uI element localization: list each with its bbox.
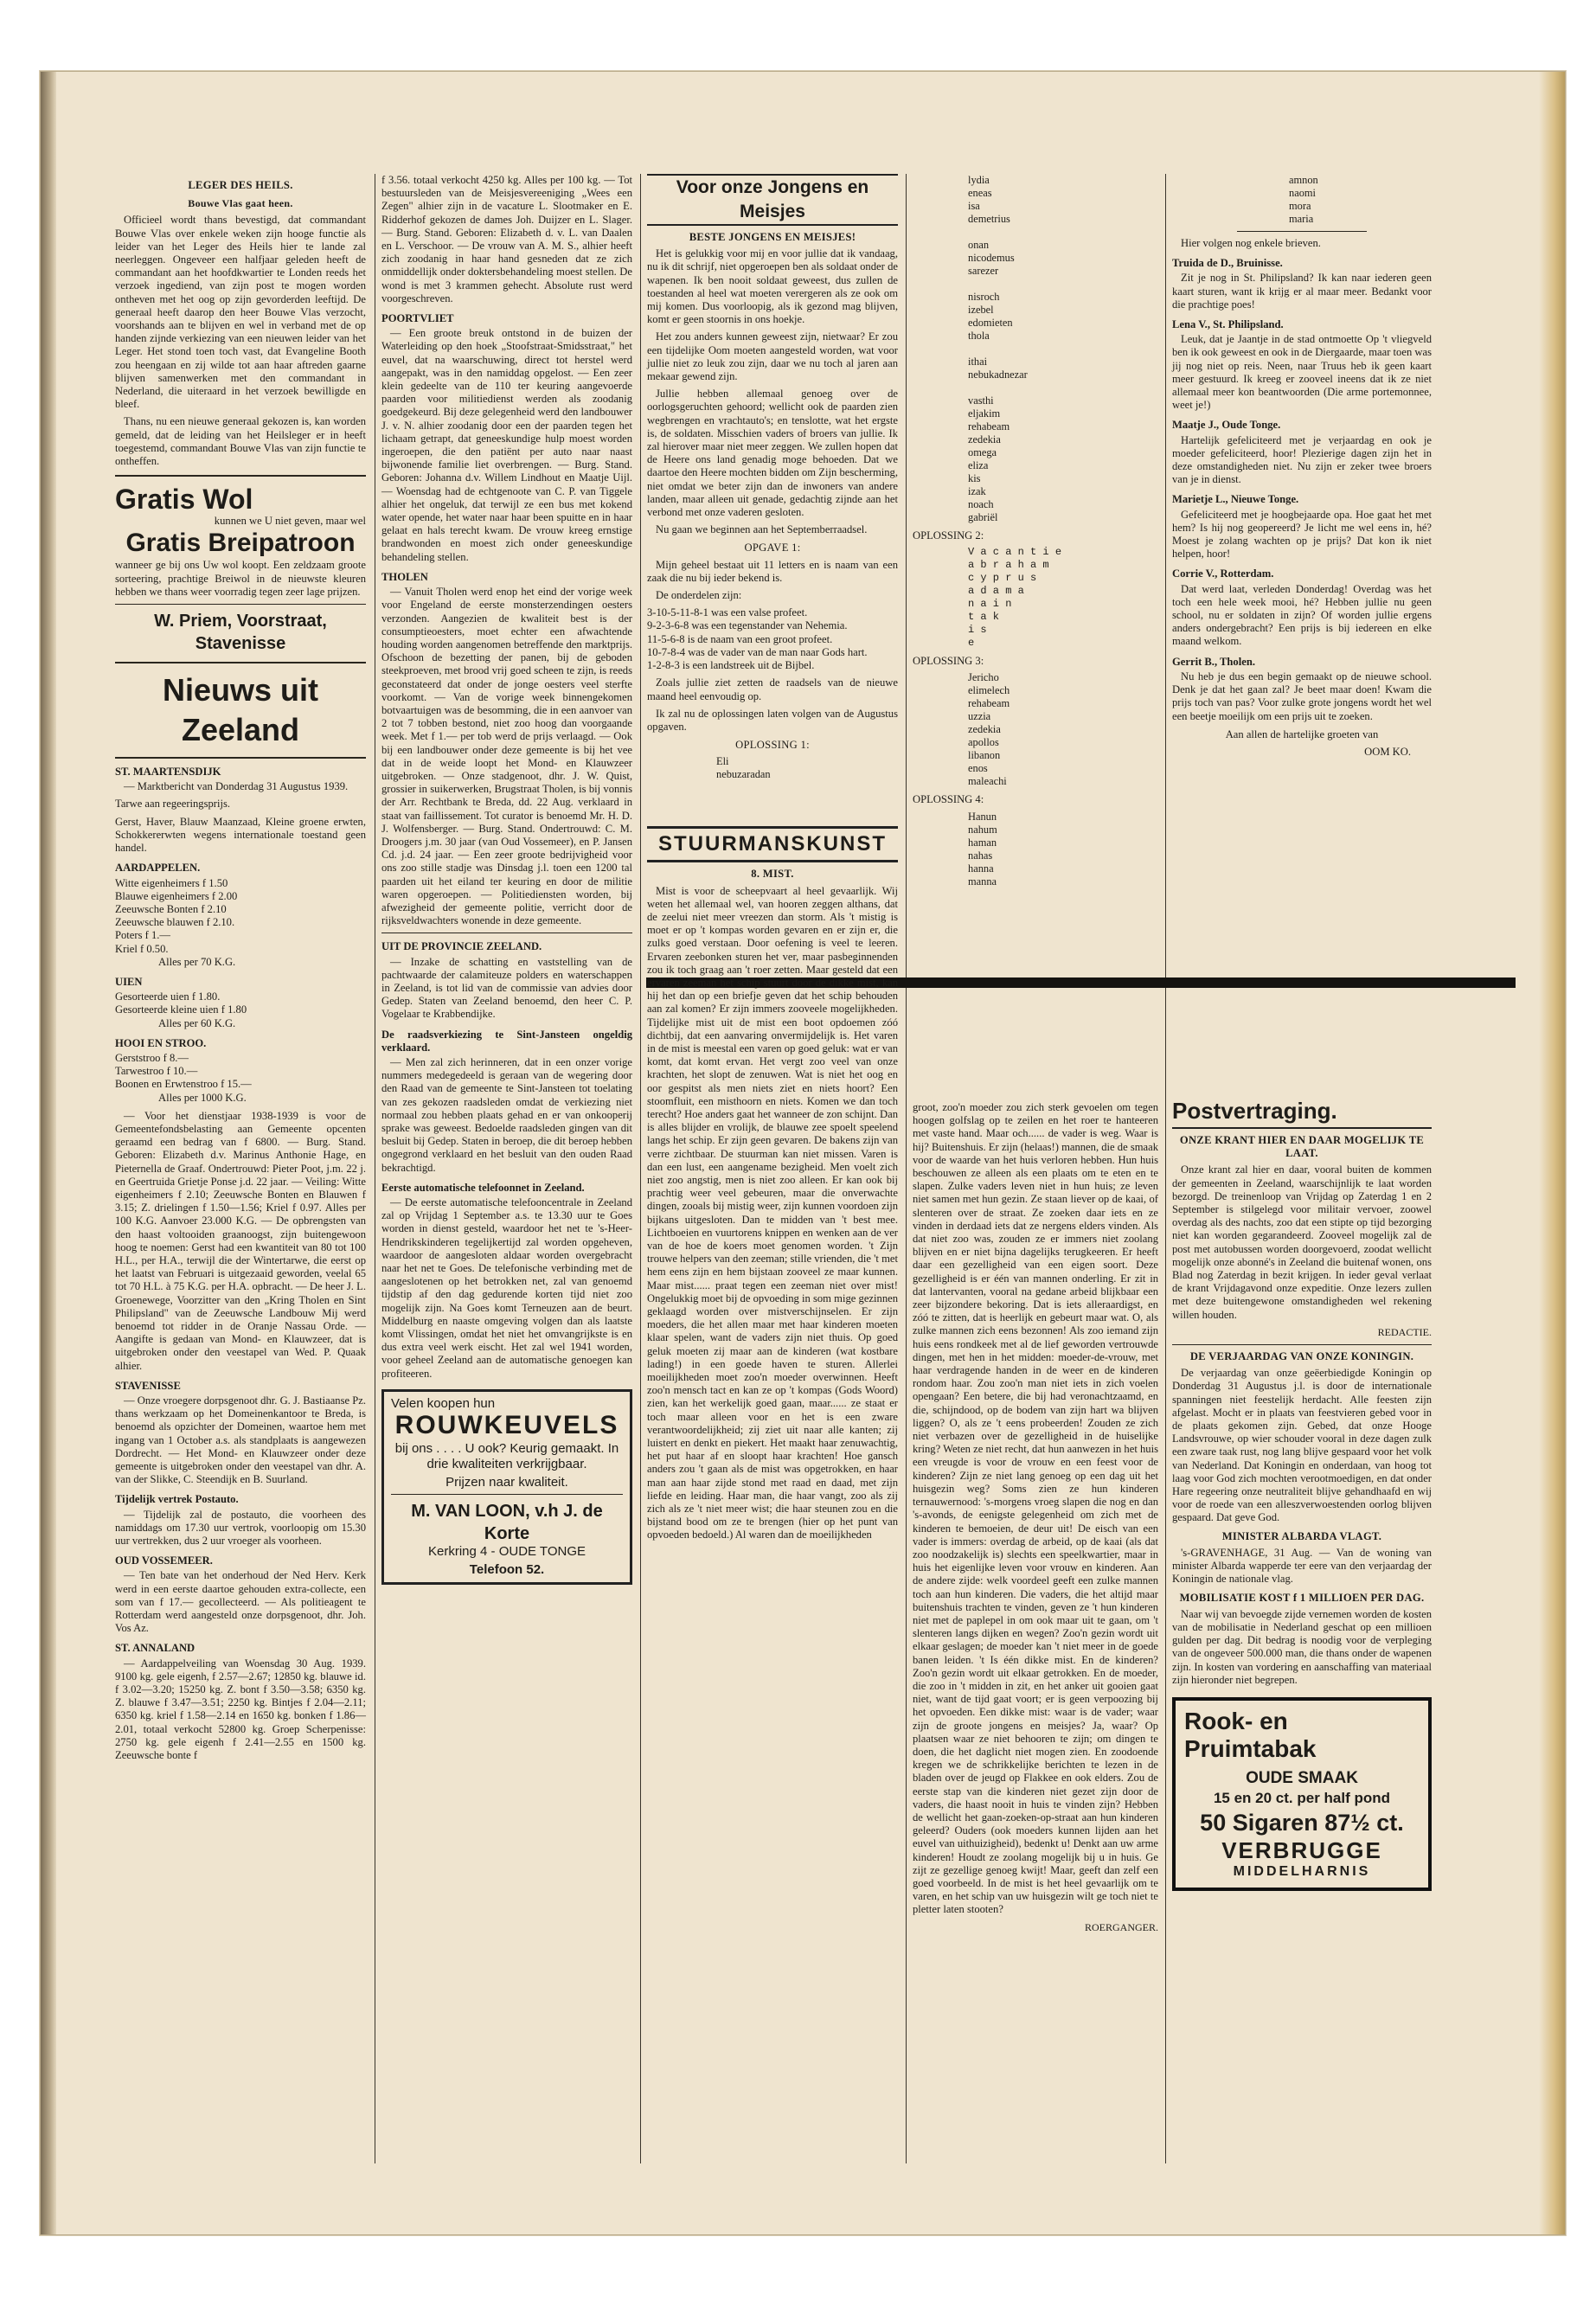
article-text: Het is gelukkig voor mij en voor jullie dat ik vandaag, nu ik dit schrijf, niet opgeroepen ben als soldaat onder de wapenen. Ik ben nooit soldaat geweest, dus zullen de toestanden al heel wat moeten verergeren als ze ook om mij komen. Dus voorloopig, als ik gezond mag blijven, komt er geen stoornis in ons hoekje. [647, 247, 898, 326]
price-line: Kriel f 0.50. [115, 942, 169, 955]
article-text: Officieel wordt thans bevestigd, dat commandant Bouwe Vlas over enkele weken zijn hooge functie als leider van het Leger des Heils hier te lande zal neerleggen. Ongeveer een halfjaar geleden heeft de commandant aan het hoofdkwartier te Londen reeds het verzoek ingediend, van zijn post te mogen worden ontheven met het oog op zijn gevorderden leeftijd. De generaal heeft daarop den heer Bouwe Vlas verzocht, voorshands aan te blijven en wel in verband met de op handen zijnde verkiezing van een nieuwen leider van het Leger. Het stond toen toch vast, dat Evangeline Booth zou heengaan en zij wilde tot aan haar aftreden gaarne blijven samenwerken met den commandant in Nederland, die uiteraard in het verzoek bewilligde en bleef. [115, 214, 366, 411]
ad-text: bij ons . . . . U ook? Keurig gemaakt. In drie kwaliteiten verkrijgbaar. [394, 1441, 619, 1472]
article-subheading: ONZE KRANT HIER EN DAAR MOGELIJK TE LAAT. [1179, 1134, 1425, 1160]
solution-heading: OPLOSSING 4: [913, 793, 984, 806]
page-edge [1539, 72, 1565, 2234]
divider [1172, 1344, 1432, 1345]
solution-line: eljakim [968, 407, 1001, 420]
letter-name: Marietje L., Nieuwe Tonge. [1172, 493, 1299, 506]
solution-line: eliza [968, 459, 989, 471]
article-text: Ik zal nu de oplossingen laten volgen van de Augustus opgaven. [647, 707, 898, 733]
divider [115, 604, 366, 605]
puzzle-line: 1-2-8-3 is een landstreek uit de Bijbel. [647, 659, 815, 672]
place-heading: ST. ANNALAND [115, 1642, 195, 1655]
solution-line: apollos [968, 736, 999, 749]
solution-line: e [968, 637, 975, 650]
article-text: Onze krant zal hier en daar, vooral buiten de kommen der gemeenten in Zeeland, waarschijnlijk te laat worden bezorgd. De treinenloop van Vrijdag op Zaterdag 1 en 2 September is stilgelegd voor militair vervoer, zoowel overdag als des nachts, zoo dat een stipte op tijd bezorging niet kan worden gegarandeerd. Zooveel mogelijk zal de post met autobussen worden doorgevoerd, zoodat wellicht mogelijk onze abonné's in Zeeland die buitenaf wonen, ons Blad nog Zaterdag in bezit krijgen. In ieder geval verlaat de krant Vrijdagavond onze expeditie. Onze lezers zullen met deze buitengewone omstandigheden wel rekening willen houden. [1172, 1163, 1432, 1321]
section-heading: MINISTER ALBARDA VLAGT. [1221, 1529, 1382, 1542]
lower-right-block [1172, 1098, 1432, 1891]
divider [115, 757, 366, 759]
solution-line: ithai [968, 356, 988, 368]
letter-name: Truida de D., Bruinisse. [1172, 257, 1283, 270]
price-line: Gesorteerde uien f 1.80. [115, 990, 221, 1003]
solution-line: nicodemus [968, 252, 1015, 264]
solution-line: haman [968, 836, 997, 849]
solution-grid [968, 546, 1158, 650]
solution-line: nahum [968, 823, 997, 836]
section-title: Nieuws uit Zeeland [162, 672, 319, 748]
price-list [115, 877, 366, 969]
column-4 [913, 174, 1158, 1933]
price-line: Tarwestroo f 10.— [115, 1065, 198, 1078]
article-subheading: De raadsverkiezing te Sint-Jansteen ongeldig verklaard. [381, 1028, 632, 1054]
solution-list [716, 755, 898, 781]
article-text: Mijn geheel bestaat uit 11 letters en is naam van een zaak die nu bij ieder bekend is. [647, 558, 898, 584]
price-line: Gesorteerde kleine uien f 1.80 [115, 1003, 247, 1016]
solution-line: vasthi [968, 394, 994, 407]
letter-text: Nu heb je dus een begin gemaakt op de nieuwe school. Denk je dat het gaan zal? Je beet maar doen! Kwam die prijs toch van pas? Voor zulke grote jongens wordt het wel een beetje moeilijk om een prijs uit te zoeken. [1172, 670, 1432, 722]
solution-line: zedekia [968, 433, 1001, 445]
article-text: — Ten bate van het onderhoud der Ned Herv. Kerk werd in een eerste daartoe gehouden extra-collecte, een som van f 17.— gecollecteerd. — Als politieagent te Rotterdam werd aangesteld onze dorpsgenoot, dhr. Joh. Vos Az. [115, 1569, 366, 1635]
article-text: Jullie hebben allemaal genoeg over de oorlogsgeruchten gehoord; wellicht ook de paarden zien wegbrengen en vrachtauto's; en tenslotte, wat het ergste is, de soldaten. Misschien vaders of broers van jullie. Ik zal hierover maar niet meer zeggen. We zullen hopen dat de Heere ons land genadig moge behoeden. Dat we daartoe den Heere mochten bidden om Zijn bescherming, niet omdat we beter zijn dan de inwoners van andere landen, maar alleen uit genade, gedachtig zijnde aan het verbond met onze vaderen gesloten. [647, 388, 898, 519]
solution-heading: OPLOSSING 3: [913, 655, 984, 668]
solution-list [968, 671, 1158, 788]
tabak-advertisement [1172, 1697, 1432, 1891]
puzzle-heading: OPGAVE 1: [744, 542, 801, 554]
solution-line: Hanun [968, 810, 997, 823]
ad-title: Gratis Wol [115, 484, 253, 516]
article-text: Tarwe aan regeeringsprijs. [115, 798, 231, 811]
ad-title: Pruimtabak [1184, 1734, 1317, 1762]
column-1 [115, 174, 366, 1766]
puzzle-line: 11-5-6-8 is de naam van een groot profeet. [647, 632, 833, 645]
divider [391, 1494, 623, 1495]
ad-firm: W. Priem, Voorstraat, Stavenisse [154, 612, 327, 654]
solution-list [968, 811, 1158, 888]
solution-line: n a i n [968, 598, 1012, 611]
solution-line: rehabeam [968, 697, 1010, 710]
solution-line: a b r a h a m [968, 559, 1049, 572]
article-text: f 3.56. totaal verkocht 4250 kg. Alles per 100 kg. — Tot bestuursleden van de Meisjesvereeniging „Wees een Zegen" alhier zijn in de vacature L. Slootmaker en E. Ridderhof gekozen de dames Joh. Duijzer en L. Slager. — Burg. Stand. Geboren: Elizabeth d. v. L. van Daalen en L. Verschoor. — De vrouw van A. M. S., alhier heeft zich zoodanig in haar hand gesneden dat ze zich onmiddellijk onder doktersbehandeling moest stellen. De wond is met 3 krammen gehecht. Absolute rust werd voorgeschreven. [381, 174, 632, 304]
price-line: Poters f 1.— [115, 929, 171, 942]
solution-line: edomieten [968, 317, 1013, 329]
solution-line: c y p r u s [968, 572, 1037, 585]
solution-line: i s [968, 624, 987, 637]
article-subheading: Tijdelijk vertrek Postauto. [115, 1493, 239, 1506]
place-heading: OUD VOSSEMEER. [115, 1554, 213, 1567]
solution-line: kis [968, 472, 981, 484]
article-text: Aan allen de hartelijke groeten van [1225, 727, 1379, 740]
article-text: Thans, nu een nieuwe generaal gekozen is, kan worden gemeld, dat de leiding van het Heilsleger er in heeft toegestemd, commandant Bouwe Vlas van zijn functie te ontheffen. [115, 415, 366, 468]
solution-line: hanna [968, 862, 994, 875]
letter-name: Lena V., St. Philipsland. [1172, 318, 1284, 331]
wol-advertisement [115, 484, 366, 655]
column-rule [640, 174, 641, 2163]
ad-text: Velen koopen hun [391, 1395, 496, 1411]
article-text: Nu gaan we beginnen aan het Septemberraadsel. [656, 523, 868, 536]
article-signature: OOM KO. [1364, 745, 1411, 758]
article-text: Zoals jullie ziet zetten de raadsels van de nieuwe maand heel eenvoudig op. [647, 676, 898, 702]
ad-title: ROUWKEUVELS [394, 1411, 619, 1440]
ad-town: MIDDELHARNIS [1233, 1863, 1371, 1879]
section-heading: DE VERJAARDAG VAN ONZE KONINGIN. [1189, 1350, 1414, 1363]
section-title: Postvertraging. [1172, 1098, 1432, 1129]
article-text: — Men zal zich herinneren, dat in een onzer vorige nummers medegedeeld is geraan van de wegering door den Raad van de gemeente te Sint-Jansteen tot toelating van zes gekozen raadsleden omdat de verkiezing niet normaal zou hebben plaats gehad en er van onkooperij sprake was geweest. Bedoelde raadsleden gingen van dit besluit bij Gedep. Staten in beroep, die dit beroep hebben ongegrond verklaard en het besluit van den ouden Raad bekrachtigd. [381, 1056, 632, 1174]
list-heading: AARDAPPELEN. [115, 862, 201, 875]
rouwkeuvels-advertisement [381, 1389, 632, 1585]
list-heading: UIEN [115, 975, 143, 988]
solution-line [968, 226, 1158, 239]
section-subheading: Bouwe Vlas gaat heen. [188, 197, 293, 210]
letter-name: Corrie V., Rotterdam. [1172, 567, 1274, 580]
article-text: De verjaardag van onze geëerbiedigde Koningin op Donderdag 31 Augustus j.l. is door de internationale spanningen niet feestelijk herdacht. Alle feesten zijn afgelast. Mocht er in plaats van feestvieren gebed voor in de plaats gekomen zijn. Gebed, dat onze Hooge Landsvrouwe, op wier schouder vooral in deze dagen zulk een zware taak rust, nog lang blijve gespaard voor het volk van Nederland. Dat Koningin en onderdaan, van hoog tot laag voor God zich mochten verootmoedigen, en dat onder Hare regeering onze neutraliteit blijve gehandhaafd en wij voor de roede van een alleszverwoestenden oorlog blijven gespaard. Dat geve God. [1172, 1367, 1432, 1524]
solution-line: mora [1289, 200, 1311, 212]
divider [1237, 231, 1367, 232]
ad-firm: VERBRUGGE [1221, 1836, 1382, 1863]
letter-text: Dat werd laat, verleden Donderdag! Overdag was het toch een hele week mooi, hé? Hebben jullie nu geen school, nu er soldaten in zijn? Of worden jullie ergens anders ondergebracht? Een prijs is bij iedereen en elke maand welkom. [1172, 582, 1432, 648]
ad-title: Gratis Breipatroon [125, 529, 356, 558]
list-heading: HOOI EN STROO. [115, 1036, 207, 1049]
solution-line: manna [968, 875, 997, 888]
article-text: De onderdelen zijn: [656, 589, 742, 602]
letter-text: Leuk, dat je Jaantje in de stad ontmoette Op 't vliegveld ben ik ook geweest en ook in de Diergaarde, maar toen was jij nog niet op reis. Neen, naar Truus heb ik geen kaart meer gestuurd. Ik kreeg er zooveel ineens dat ik ze niet allemaal meer kon beantwoorden (Die arme portemonnee, weet je!) [1172, 333, 1432, 412]
stuurmanskunst-continued [913, 1101, 1158, 1934]
price-list [115, 990, 366, 1030]
article-subheading: 8. MIST. [751, 868, 794, 881]
place-heading: STAVENISSE [115, 1379, 181, 1392]
column-rule [906, 174, 907, 2163]
article-text: groot, zoo'n moeder zou zich sterk gevoelen om tegen hoogen golfslag op te zeilen en het roer te hanteeren met vaste hand. Maar och...... de vader is weg. Waar is hij? Buitenshuis. Er zijn (helaas!) mannen, die de smaak voor de waarde van het huis verloren hebben. Hun huis beschouwen ze alleen als een plaats om te eten en te slapen. Zulke vaders leven niet in hun huis; ze leven niet samen met hun gezin. Ze staan liever op de kaai, of slenteren over de straat. Ze zoeken daar iets en ze vinden in derdaad iets dat ze nergens elders vinden. Als dat niet zoo was, zouden ze er immers niet zoolang blijven en er niet bijna dagelijks terugkeeren. Er heeft daar een gezelligheid van een eigen soort. Deze gezelligheid is er één van mannen onderling. Er zit in dat lantervanten, vooral na gedane arbeid blijkbaar een zeer bijzondere bekoring. Dat is iets alleraardigst, en zóó te zitten, dat is heerlijk en gebeurt maar wat. O, als zulke mannen zich eens bezonnen! Als zoo iemand zijn huis eens rondkeek met al de lief geworden vertrouwde dingen, met hen in het midden: moeder-de-vrouw, met haar verdragende handen in de weer en de kinderen rondom haar. Zou zoo'n man niet iets in zich voelen opengaan? Een betere, die bij had veronachtzaamd, en die, schijndood, op de bodem van zijn hart wa blijven liggen? O, als ze 't eens probeerden! Zouden ze zich niet verbazen over de gezelligheid in de huiselijke kring? Weten ze niet recht, dat hun aanwezen in het huis een vreugde is voor de vrouw en een feest voor de kinderen? Zijn ze niet lang genoeg op een dag uit het huisgezin weg? Soms zien ze hun kinderen ternauwernood: 's-morgens vroeg slapen die nog en dan 's-avonds, de eenigste gelegenheid om zich met de kinderen te bemoeien, de deur uit! De eisch van een vader is immers: overdag de arbeid, op de kaai (als dat zoo noodzakelijk is) slechts een speelkwartier, maar in huis het eigenlijke leven voor vrouw en kinderen. Aan de andere zijde: welk voordeel geeft een zulke mannen toch aan hun kinderen. Die vaders, die het altijd maar buitenshuis trachten te vinden, geven ze 't hun kinderen niet met de paplepel in om ook maar uit te gaan, om 't slenteren langs dijken en wegen? Zoo'n gezin wordt uit elkaar geslagen; de moeder kan 't niet meer in de goede banen leiden. 't Is één dikke mist. En de kinderen? Zoo'n gezin wordt uit elkaar getrokken. En de moeder, die zoo in 't midden in zit, en het anker uit gooien gaat niet, want de tijd gaat voort; er is geen verpoozing bij het opvoeden. Een dikke mist: waar is de vader; waar zijn de groote jongens en meisjes? Ja, waar? Op plaatsen waar ze niet behooren te zijn; om dingen te doen, die het daglicht niet mogen zien. En zoodoende kregen we de schrikkelijke berichten te lezen in de bladen over de jeugd op Flakkee en ook elders. Zou de eerste stap van die kinderen niet gezet zijn door de vaders, die haast nooit in huis te vinden zijn? Hebben de wellicht het gaan-zoeken-op-straat aan hun kinderen geleerd? Ouders (ook moeders kunnen lijden aan het euvel van uithuizigheid), bedenkt u! Denkt aan uw arme kinderen! Houdt ze zoolang mogelijk bij u in huis. Ge zijt ze gezellige genoeg kwijt! Maar, geeft dan zelf een goed voorbeeld. In de mist is het heel gevaarlijk om te varen, en het schip van uw huisgezin wilt ge toch niet te pletter laten stooten? [913, 1101, 1158, 1916]
price-line: Boonen en Erwtenstroo f 15.— [115, 1078, 252, 1091]
ad-title: Rook- en [1184, 1707, 1288, 1734]
solution-line: nebukadnezar [968, 369, 1028, 381]
solution-line: gabriël [968, 511, 998, 523]
section-heading: MOBILISATIE KOST f 1 MILLIOEN PER DAG. [1179, 1591, 1425, 1604]
price-line: Witte eigenheimers f 1.50 [115, 876, 228, 889]
ad-firm: M. VAN LOON, v.h J. de Korte [411, 1502, 603, 1544]
solution-line: t a k [968, 611, 1000, 624]
article-text: — Een groote breuk ontstond in de buizen der Waterleiding op den hoek „Stoofstraat-Smidsstraat," het euvel, dat na waarschuwing, direct tot herstel werd aangepakt, was in den namiddag opgelost. — Een zeer klein gedeelte van de 110 ter keuring aangevoerde paarden voor militiedienst werden als zoodanig goedgekeurd. Bij deze gelegenheid werd den landbouwer J. v. N. alhier zoodanig door een der paarden tegen het lichaam getrapt, dat geneeskundige hulp moest worden ingeroepen, die den patiënt per auto naar naast bijwonende familie liet overbrengen. — Burg. Stand. Geboren: Johanna d.v. Willem Lindhout en Maatje Uijl. — Woensdag had de echtgenoote van C. P. van Tiggele alhier het ongeluk, dat terwijl ze een bus met kokend water opende, het water naar haar been spuitte en in haar gelaat en hals terecht kwam. De vrouw kreeg ernstige brandwonden en moest zich onder geneeskundige behandeling stellen. [381, 327, 632, 563]
ad-text: 50 Sigaren 87½ ct. [1200, 1809, 1404, 1836]
article-text: — Marktbericht van Donderdag 31 Augustus 1939. [124, 780, 349, 793]
article-text: — De eerste automatische telefooncentrale in Zeeland zal op Vrijdag 1 September a.s. te 13.30 uur te Goes worden in dienst gesteld, waardoor het net te 's-Heer-Hendrikskinderen tegelijkertijd zal worden opgeheven, waardoor de aangesloten aldaar worden overgebracht naar het net te Goes. De telefonische verbinding met de aangeslotenen op het betrokken net, zal van genoemd tijdstip af den dag gedurende korten tijd niet zoo mogelijk zijn. Na Goes komt Terneuzen aan de beurt. Middelburg en naaste omgeving volgen dan als laatste komt Vlissingen, omdat het niet het omvangrijkste is en dus extra veel werk eischt. Het zal wel 1941 worden, voor geheel Zeeland aan de automatische genoegen kan profiteeren. [381, 1196, 632, 1380]
solution-line: sarezer [968, 265, 999, 277]
letter-text: Gefeliciteerd met je hoogbejaarde opa. Hoe gaat het met hem? Is hij nog geopereerd? Je licht me wel eens in, hé? Moest je zolang wachten op je prijs? Dat kon ik niet helpen, hoor! [1172, 508, 1432, 561]
solution-line [968, 381, 1158, 394]
price-line: Alles per 1000 K.G. [158, 1091, 247, 1104]
place-heading: THOLEN [381, 570, 428, 583]
greeting: BESTE JONGENS EN MEISJES! [689, 231, 856, 243]
price-line: Alles per 70 K.G. [158, 955, 236, 968]
ad-phone: Telefoon 52. [469, 1562, 545, 1578]
letter-text: Hartelijk gefeliciteerd met je verjaardag en ook je moeder gefeliciteerd, hoor! Plezierige dagen zijn het in deze omstandigheden niet. Nu zijn er zeker twee broers van je in dienst. [1172, 433, 1432, 486]
ad-address: Kerkring 4 - OUDE TONGE [428, 1544, 586, 1560]
solution-line: rehabeam [968, 420, 1010, 433]
solution-line: zedekia [968, 723, 1001, 736]
article-subheading: Eerste automatische telefoonnet in Zeeland. [381, 1181, 585, 1194]
solution-line: lydia [968, 174, 990, 186]
article-text: — Vanuit Tholen werd enop het eind der vorige week voor Engeland de eerste monsterzendingen oesters verzonden. Aangezien de kwaliteit best is der consumptieoesters, moet echter een afwachtende houding worden aangenomen betreffende den marktprijs. Ofschoon de bezetting der panen, bij de geboden steekproeven, met brood vrij goed scheen te zijn, is reeds geconstateerd dat onder de jonge oesters veel sterfte voorkomt. — Van de vorige week binnengekomen botvaartuigen was de besomming, die in een aanvoer van 2 tot 7 tobben bestond, niet zoo hoog dan voorgaande week. Met f 1.— per tob werd de prijs verlaagd. — Ook bij een landbouwer onder deze gemeente is bij het vee dat in de weide loopt het Mond- en Klauwzeer uitgebroken. — Onze stadgenoot, dhr. J. W. Quist, grossier in suikerwerken, Brugstraat Tholen, is bij vonnis der Arr. Rechtbank te Breda, dd. 22 Aug. verklaard in staat van faillissement. Tot curator is benoemd Mr. H. D. J. Wolfensberger. — Burg. Stand. Ondertrouwd: C. M. Droogers j.m. 30 jaar (van Oud Vossemeer), en P. Jansen Cd. j.d. 24 jaar. — Een zeer groote bedrijvigheid voor ons zoo stille stadje was Dinsdag j.l. toen een 1200 tal paarden uit het eiland ter keuring en door de militie waren opgeroepen. — Politiediensten worden, bij afwezigheid der gemeente politie, verricht door de rijksveldwachters wonende in deze gemeente. [381, 586, 632, 927]
article-text: — Aardappelveiling van Woensdag 30 Aug. 1939. 9100 kg. gele eigenh, f 2.57—2.67; 12850 kg. blauwe id. f 3.02—3.20; 15250 kg. Z. bont f 3.50—3.58; 6350 kg. Z. blauwe f 3.47—3.51; 2250 kg. Bintjes f 2.04—2.11; 6350 kg. kriel f 1.58—2.14 en 1650 kg. bonken f 1.86—2.01, totaal verkocht 52800 kg. Groep Scherpenisse: 2750 kg. gele eigenh f 2.41—2.55 en 1500 kg. Zeeuwsche bonte f [115, 1657, 366, 1762]
solution-line: demetrius [968, 213, 1010, 225]
article-text: Gerst, Haver, Blauw Maanzaad, Kleine groene erwten, Schokkererwten wegens internationale toestand geen handel. [115, 815, 366, 855]
article-text: — Tijdelijk zal de postauto, die voorheen des namiddags om 17.30 uur vertrok, voorloopig om 15.30 uur vertrekken, dus 2 uur vroeger als voorheen. [115, 1508, 366, 1548]
puzzle-line: 9-2-3-6-8 was een tegenstander van Nehemia. [647, 619, 848, 632]
ad-text: kunnen we U niet geven, maar wel [214, 515, 366, 528]
solution-line: V a c a n t i e [968, 546, 1062, 559]
section-title: Voor onze Jongens en Meisjes [647, 174, 898, 226]
divider [115, 662, 366, 663]
solution-heading: OPLOSSING 1: [735, 739, 810, 752]
ad-text: 15 en 20 ct. per half pond [1213, 1789, 1391, 1806]
column-2 [381, 174, 632, 1585]
binding-edge [41, 72, 56, 2234]
letter-name: Gerrit B., Tholen. [1172, 655, 1255, 668]
newspaper-page [40, 71, 1566, 2235]
solution-line [968, 343, 1158, 356]
solution-line: enos [968, 762, 988, 775]
solution-line: nebuzaradan [716, 768, 771, 781]
solution-line: omega [968, 446, 997, 458]
price-line: Alles per 60 K.G. [158, 1016, 236, 1029]
price-line: Zeeuwsche blauwen f 2.10. [115, 916, 235, 929]
solution-line: izak [968, 485, 986, 497]
puzzle-line: 3-10-5-11-8-1 was een valse profeet. [647, 606, 808, 619]
ad-text: OUDE SMAAK [1246, 1768, 1358, 1787]
solution-line: libanon [968, 749, 1001, 762]
article-text: Het zou anders kunnen geweest zijn, nietwaar? Er zou een tijdelijke Oom moeten aangesteld worden, wat voor jullie niet zo leuk zou zijn, daar we nu toch al jaren aan mekaar gewend zijn. [647, 330, 898, 383]
puzzle-line: 10-7-8-4 was de vader van de man naar Gods hart. [647, 645, 868, 658]
solution-line: a d a m a [968, 585, 1024, 598]
puzzle-list [647, 606, 898, 672]
place-heading: POORTVLIET [381, 312, 454, 325]
solution-line: noach [968, 498, 994, 510]
price-line: Blauwe eigenheimers f 2.00 [115, 889, 238, 902]
solution-line: amnon [1289, 174, 1318, 186]
article-text: Naar wij van bevoegde zijde vernemen worden de kosten van de mobilisatie in Nederland geschat op een millioen gulden per dag. Dit bedrag is noodig voor de verpleging van de ongeveer 500.000 man, die thans onder de wapenen zijn. In kosten van vordering en aanschaffing van materiaal zijn hieronder niet begrepen. [1172, 1607, 1432, 1686]
solution-list [1289, 174, 1432, 226]
article-text: — Voor het dienstjaar 1938-1939 is voor de Gemeentefondsbelasting aan Gemeente opcenten geraamd een bedrag van f 6800. — Burg. Stand. Geboren: Elizabeth d.v. Marinus Anthonie Hage, en Pieternella de Graaf. Ondertrouwd: Pieter Poot, j.m. 22 j. en Geertruida Grietje Ponse j.d. 22 jaar. — Veiling: Witte eigenheimers f 2.10; Zeeuwsche Bonten en Blauwen f 3.15; Z. drielingen f 1.50—1.56; Kriel f 0.97. Alles per 100 K.G. Aanvoer 23.000 K.G. — De opbrengsten van den haast voltooiden graanoogst, zijn buitengewoon hoog te noemen: Gerst had een kwantiteit van 80 tot 100 H.L., per H.A., terwijl die der Wintertarwe, die eerst op het laatst van Februari is uitgezaaid geworden, veelal 65 tot 70 H.L. à 75 K.G. per H.A. opbracht. — De heer J. L. Groenewege, Voorzitter van den „Kring Tholen en Sint Philipsland" van de Zeeuwsche Landbouw Mij werd benoemd tot ridder in de Oranje Nassau Orde. — Aangifte is gedaan van Mond- en Klauwzeer, dat is uitgebroken onder den veestapel van Wed. P. Quaak alhier. [115, 1109, 366, 1372]
section-heading: UIT DE PROVINCIE ZEELAND. [381, 940, 542, 953]
article-text: Hier volgen nog enkele brieven. [1181, 237, 1321, 249]
section-heading: LEGER DES HEILS. [188, 179, 293, 191]
solution-line: Eli [716, 755, 729, 768]
solution-list [968, 174, 1158, 524]
solution-line [968, 278, 1158, 291]
solution-line: eneas [968, 187, 992, 199]
ad-text: Prijzen naar kwaliteit. [445, 1475, 568, 1490]
solution-heading: OPLOSSING 2: [913, 529, 984, 542]
article-text: 's-GRAVENHAGE, 31 Aug. — Van de woning van minister Albarda wapperde ter eere van den verjaardag der Koningin de nationale vlag. [1172, 1546, 1432, 1586]
letter-text: Zit je nog in St. Philipsland? Ik kan naar iederen geen kaart sturen, want ik krijg er al maar meer. Bedankt voor die prachtige poes! [1172, 272, 1432, 311]
solution-line: maria [1289, 213, 1314, 225]
column-rule [1165, 174, 1166, 2163]
ad-text: wanneer ge bij ons Uw wol koopt. Een zeldzaam groote sorteering, prachtige Breiwol in de nieuwste kleuren hebben we thans weer voorradig tegen zeer lage prijzen. [115, 559, 366, 598]
solution-line: elimelech [968, 684, 1010, 697]
solution-line: Jericho [968, 671, 999, 684]
solution-line: isa [968, 200, 980, 212]
column-3 [647, 174, 898, 1547]
article-text: Mist is voor de scheepvaart al heel gevaarlijk. Wij weten het allemaal wel, van hooren zeggen althans, dat de zeelui niet meer vreezen dan storm. Als 't mistig is moet er op 't kompas worden gevaren en er zijn er, die zulks goed verstaan. Door oefening is veel te leeren. Ervaren zeebonken sturen het ver, maar pasbeginnenden zou ik toch graag aan 't roer zetten. Maar gesteld dat een ervaren zeeman het schip stuurt door de dikke mist, kan hij het dan op een briefje geven dat het schip behouden aan zal komen? Er zijn immers zooveele mogelijkheden. Tijdelijke mist uit de mist een boot opdoemen zóó dichtbij, dat een aanvaring onvermijdelijk is. Het varen in de mist is meestal een varen op goed geluk: wat er van komt, dat komt ervan. Het vergt zoo veel van onze krachten, het slopt de zenuwen. Wat is niet het oog en oor gespitst als men niets ziet en niets hoort? Een stoomfluit, een misthoorn en niets. Komen we dan toch terecht? Hoe anders gaat het wanneer de zon schijnt. Dan is alles blijder en vrolijk, de blauwe zee spoelt speelend langs het schip. Er zijn geen gevaren. De bakens zijn van verre zichtbaar. De stuurman kan niet missen. Varen is dan een lust, een aangename bezigheid. Men voelt zich niet zoo angstig, men is niet zoo alleen. Er kan ook bij prachtig weer veel gebeuren, maar die onverwachte dingen, zooals bij mistig weer, zijn kunnen voordoen zijn bijkans uitgesloten. Dan te midden van 't best mee. Lichtboeien en vuurtorens knippen en wenken aan de ver van de hoe de koers moet genomen worden. 't Zijn trouwe helpers van den zeeman; stille vrienden, die 't met hem eens zijn en hem bijstaan zooveel ze maar kunnen. Maar mist...... praat tegen een zeeman niet over mist! Ongelukkig moet bij de opvoeding in som mige gezinnen geklaagd worden over mistverschijnselen. Er zijn moeders, die het allen maar met haar kinderen moeten klaar spelen, want de vaders zijn niet thuis. Op goed geluk moeten zij maar aan de kinderen (wat kostbare lading!) in een goede haven te sturen. Allerlei moeilijkheden moet zoo'n moeder overwinnen. Heeft zoo'n mensch tact en kan ze op 't kompas (Gods Woord) zien, kan het werkelijk goed gaan, maar...... ze staat er toch maar alleen voor en het is een zware verantwoordelijkheid; zij ziet uit naar alle kanten; zij luistert en denkt en piekert. Het maakt haar zenuwachtig, het put haar af en sloopt haar krachten! Hoe gansch anders zou 't gaan als de mist was opgetrokken, en haar man aan haar zijde stond met raad en daad, met zijn liefde en leiding. Haar man, die haar vangt, zoo als zij zich als ze 't niet meer wist; die haar steunen zou en die bijstand bood om ze te brengen (hier op het punt van opvoeden bedoeld.) Al waren dan de moeilijkheden [647, 884, 898, 1541]
divider [115, 475, 366, 477]
solution-line: naomi [1289, 187, 1316, 199]
solution-line: nisroch [968, 291, 1000, 303]
article-text: — Inzake de schatting en vaststelling van de pachtwaarde der calamiteuze polders en waterschappen in Zeeland, is tot lid van de commissie van advies door Gedep. Staten van Zeeland benoemd, den heer C. P. Vogelaar te Krabbendijke. [381, 955, 632, 1021]
solution-line: onan [968, 239, 990, 251]
section-title: STUURMANSKUNST [647, 826, 898, 862]
article-signature: REDACTIE. [1377, 1325, 1432, 1338]
place-heading: ST. MAARTENSDIJK [115, 766, 221, 779]
solution-line: uzzia [968, 710, 991, 723]
solution-line: maleachi [968, 775, 1007, 788]
column-5 [1172, 174, 1432, 1879]
price-line: Zeeuwsche Bonten f 2.10 [115, 902, 227, 915]
price-list [115, 1052, 366, 1105]
solution-line: nahas [968, 849, 993, 862]
solution-line: thola [968, 330, 990, 342]
solution-line: izebel [968, 304, 994, 316]
article-text: — Onze vroegere dorpsgenoot dhr. G. J. Bastiaanse Pz. thans werkzaam op het Domeinenkantoor te Breda, is benoemd als opzichter der Domeinen, waartoe hem met ingang van 1 October a.s. als standplaats is aangewezen Dordrecht. — Het Mond- en Klauwzeer onder deze gemeente is uitgebroken onder den veestapel van dhr. A. van der Slikke, C. Steendijk en B. Suurland. [115, 1394, 366, 1486]
letter-name: Maatje J., Oude Tonge. [1172, 419, 1281, 432]
article-signature: ROERGANGER. [1084, 1920, 1158, 1933]
price-line: Gerststroo f 8.— [115, 1051, 189, 1064]
